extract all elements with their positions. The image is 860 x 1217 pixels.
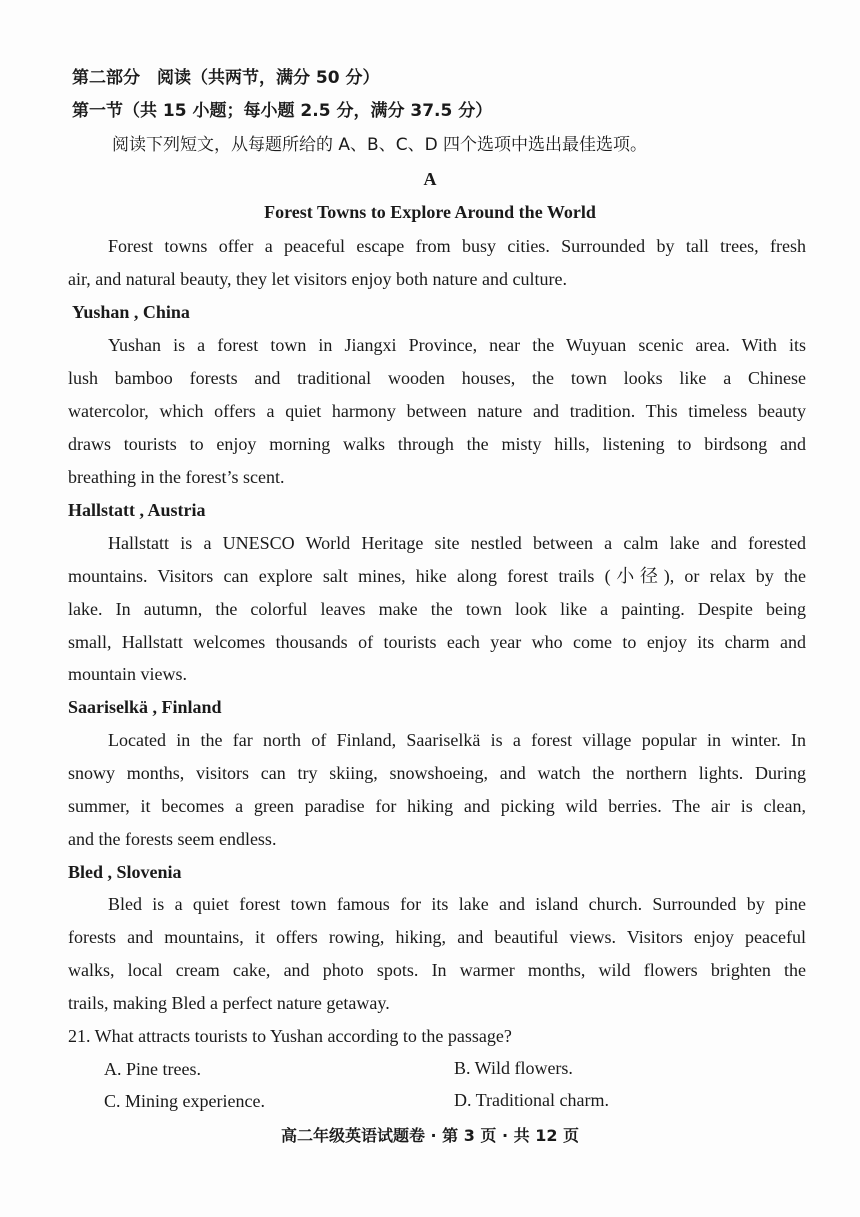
- section-heading-yushan: Yushan , China: [72, 302, 190, 322]
- paragraph-line: breathing in the forest’s scent.: [68, 467, 285, 487]
- paragraph-line: Yushan is a forest town in Jiangxi Province, near the Wuyuan scenic area. With its: [108, 335, 806, 355]
- paragraph-line: small, Hallstatt welcomes thousands of tourists each year who come to enjoy its charm and: [68, 632, 806, 652]
- instruction: 阅读下列短文，从每题所给的 A、B、C、D 四个选项中选出最佳选项。: [112, 135, 648, 155]
- intro-line: Forest towns offer a peaceful escape from busy cities. Surrounded by tall trees, fresh: [108, 236, 806, 256]
- paragraph-line: summer, it becomes a green paradise for hiking and picking wild berries. The air is clean,: [68, 796, 806, 816]
- passage-title: Forest Towns to Explore Around the World: [264, 202, 596, 222]
- option-d: D. Traditional charm.: [454, 1090, 609, 1110]
- paragraph-line: Bled is a quiet forest town famous for its lake and island church. Surrounded by pine: [108, 894, 806, 914]
- option-b: B. Wild flowers.: [454, 1058, 573, 1078]
- paragraph-line: mountain views.: [68, 664, 187, 684]
- section-heading-saariselka: Saariselkä , Finland: [68, 697, 222, 717]
- section-heading-hallstatt: Hallstatt , Austria: [68, 500, 206, 520]
- paragraph-line: walks, local cream cake, and photo spots. In warmer months, wild flowers brighten the: [68, 960, 806, 980]
- paragraph-line: forests and mountains, it offers rowing, hiking, and beautiful views. Visitors enjoy peaceful: [68, 927, 806, 947]
- question-stem: 21. What attracts tourists to Yushan according to the passage?: [68, 1026, 512, 1046]
- option-a: A. Pine trees.: [104, 1059, 201, 1079]
- paragraph-line: watercolor, which offers a quiet harmony between nature and tradition. This timeless beauty: [68, 401, 806, 421]
- section-title: 第一节（共 15 小题；每小题 2.5 分，满分 37.5 分）: [72, 101, 493, 121]
- page-footer: 高二年级英语试题卷 · 第 3 页 · 共 12 页: [280, 1126, 580, 1145]
- paragraph-line: draws tourists to enjoy morning walks through the misty hills, listening to birdsong and: [68, 434, 806, 454]
- paragraph-line: snowy months, visitors can try skiing, snowshoeing, and watch the northern lights. During: [68, 763, 806, 783]
- paragraph-line: lake. In autumn, the colorful leaves make the town look like a painting. Despite being: [68, 599, 806, 619]
- paragraph-line: Located in the far north of Finland, Saariselkä is a forest village popular in winter. In: [108, 730, 806, 750]
- paragraph-line: mountains. Visitors can explore salt mines, hike along forest trails (小径), or relax by the: [68, 566, 806, 586]
- paragraph-line: Hallstatt is a UNESCO World Heritage site nestled between a calm lake and forested: [108, 533, 806, 553]
- passage-label: A: [423, 169, 437, 189]
- paragraph-line: and the forests seem endless.: [68, 829, 277, 849]
- intro-line: air, and natural beauty, they let visitors enjoy both nature and culture.: [68, 269, 567, 289]
- option-c: C. Mining experience.: [104, 1091, 265, 1111]
- section-heading-bled: Bled , Slovenia: [68, 862, 182, 882]
- paragraph-line: trails, making Bled a perfect nature getaway.: [68, 993, 390, 1013]
- paragraph-line: lush bamboo forests and traditional wooden houses, the town looks like a Chinese: [68, 368, 806, 388]
- part-title: 第二部分 阅读（共两节，满分 50 分）: [72, 68, 380, 88]
